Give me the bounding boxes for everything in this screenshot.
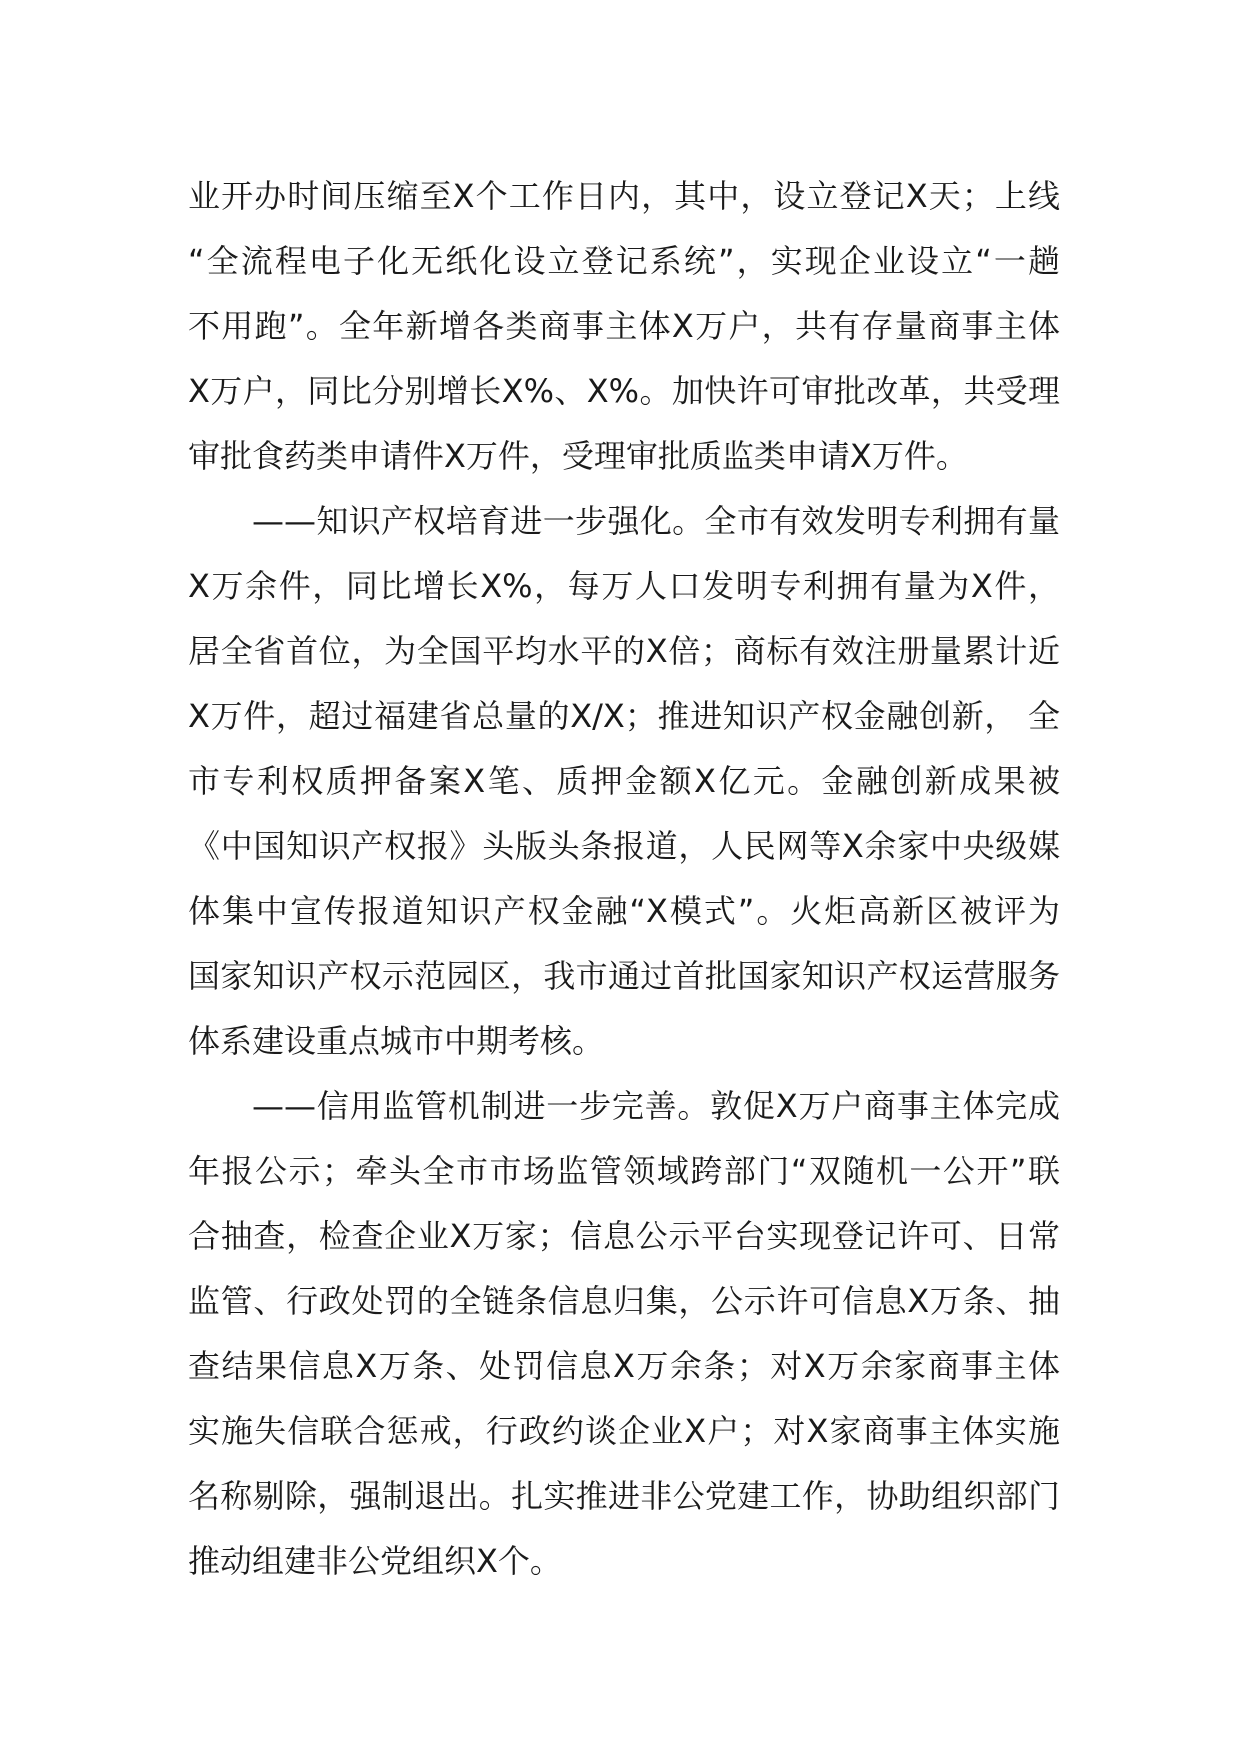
text-line: X万件，超过福建省总量的X/X；推进知识产权金融创新， 全	[188, 697, 1060, 735]
paragraph-intellectual-property	[188, 489, 1060, 1074]
paragraph-credit-supervision	[188, 1074, 1060, 1594]
text-line: 名称剔除，强制退出。扎实推进非公党建工作，协助组织部门	[188, 1477, 1060, 1515]
text-line: “全流程电子化无纸化设立登记系统”，实现企业设立“一趟	[188, 242, 1060, 280]
text-line: 查结果信息X万条、处罚信息X万余条；对X万余家商事主体	[188, 1347, 1060, 1385]
text-line: 体集中宣传报道知识产权金融“X模式”。火炬高新区被评为	[188, 892, 1060, 930]
text-line: 业开办时间压缩至X个工作日内，其中，设立登记X天；上线	[188, 177, 1060, 215]
text-line: 市专利权质押备案X笔、质押金额X亿元。金融创新成果被	[188, 762, 1060, 800]
text-line: 推动组建非公党组织X个。	[188, 1542, 562, 1580]
text-line: 审批食药类申请件X万件，受理审批质监类申请X万件。	[188, 437, 968, 475]
text-line: X万户，同比分别增长X%、X%。加快许可审批改革，共受理	[188, 372, 1060, 410]
paragraph-business-registration	[188, 164, 1060, 489]
text-line: 不用跑”。全年新增各类商事主体X万户，共有存量商事主体	[188, 307, 1060, 345]
text-line: 监管、行政处罚的全链条信息归集，公示许可信息X万条、抽	[188, 1282, 1060, 1320]
text-line: 年报公示；牵头全市市场监管领域跨部门“双随机一公开”联	[188, 1152, 1060, 1190]
text-line: X万余件，同比增长X%，每万人口发明专利拥有量为X件，	[188, 567, 1060, 605]
text-line: 国家知识产权示范园区，我市通过首批国家知识产权运营服务	[188, 957, 1060, 995]
text-line: ——知识产权培育进一步强化。全市有效发明专利拥有量	[252, 502, 1060, 540]
text-line: 《中国知识产权报》头版头条报道，人民网等X余家中央级媒	[188, 827, 1060, 865]
text-line: 合抽查，检查企业X万家；信息公示平台实现登记许可、日常	[188, 1217, 1060, 1255]
text-line: ——信用监管机制进一步完善。敦促X万户商事主体完成	[252, 1087, 1060, 1125]
text-line: 居全省首位，为全国平均水平的X倍；商标有效注册量累计近	[188, 632, 1060, 670]
document-body	[188, 164, 1060, 1594]
text-line: 实施失信联合惩戒，行政约谈企业X户；对X家商事主体实施	[188, 1412, 1060, 1450]
text-line: 体系建设重点城市中期考核。	[188, 1022, 605, 1060]
